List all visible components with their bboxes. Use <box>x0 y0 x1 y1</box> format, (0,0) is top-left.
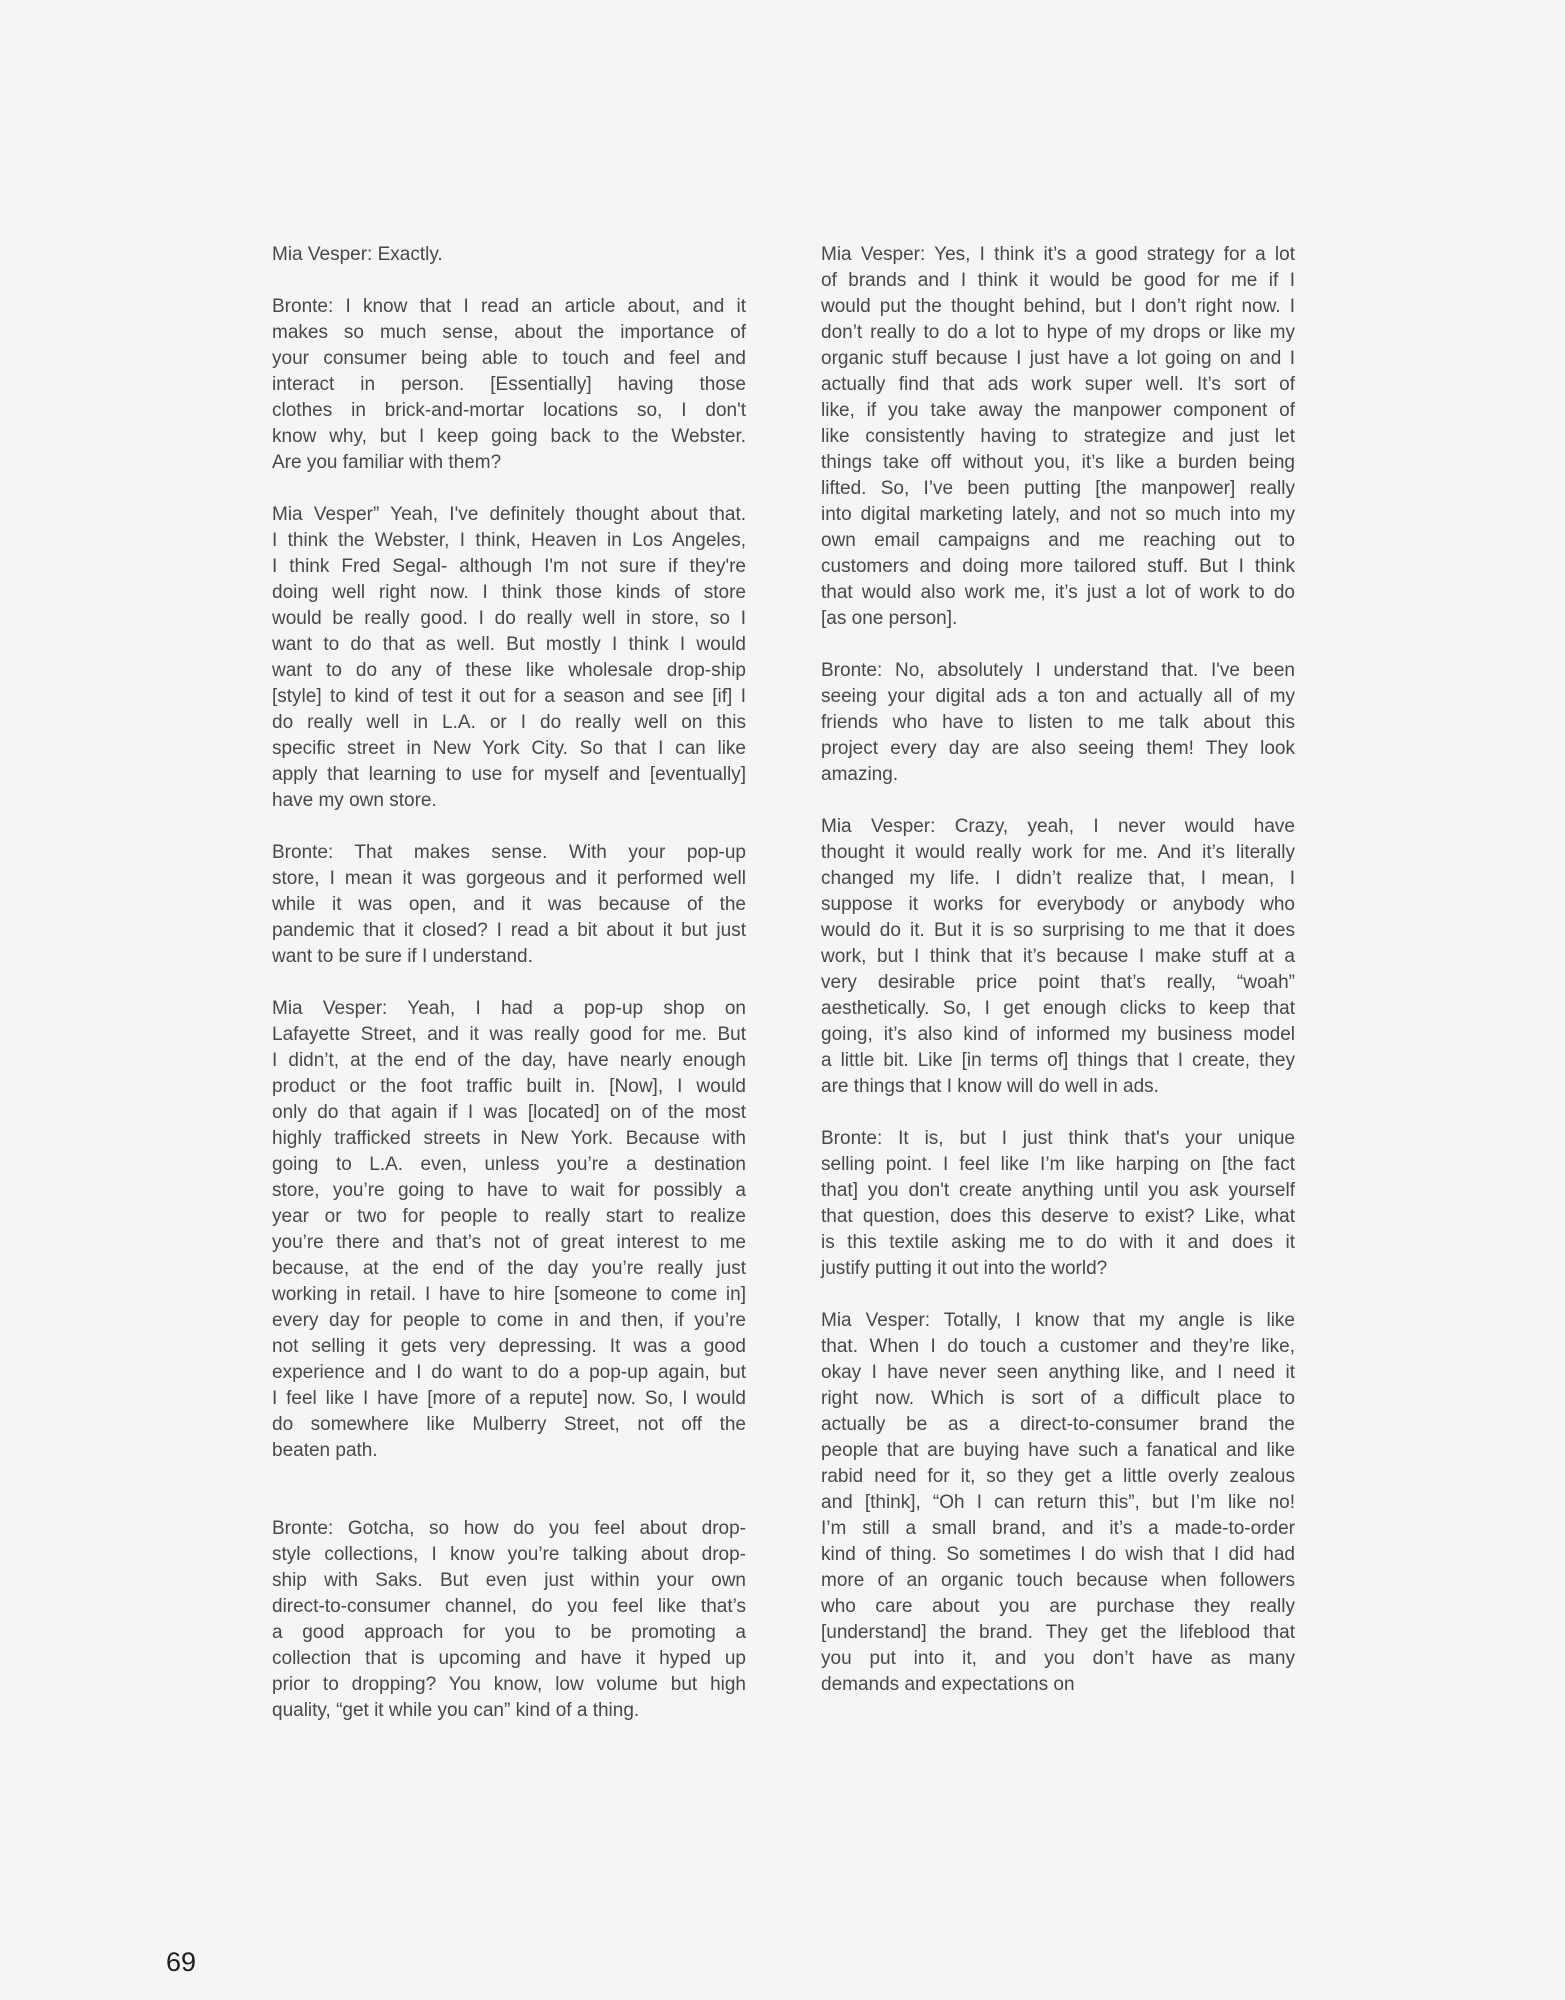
text-line: not selling it gets very depressing. It was a good <box>272 1336 746 1357</box>
text-line: like, if you take away the manpower component of <box>821 400 1295 421</box>
interview-paragraph <box>272 840 746 970</box>
text-line: clothes in brick-and-mortar locations so, I don't <box>272 400 746 421</box>
text-line: Bronte: No, absolutely I understand that. I've been <box>821 660 1295 681</box>
text-line: highly trafficked streets in New York. Because with <box>272 1128 746 1149</box>
text-line: I feel like I have [more of a repute] now. So, I would <box>272 1388 746 1409</box>
interview-paragraph <box>272 502 746 814</box>
text-line: friends who have to listen to me talk about this <box>821 712 1295 733</box>
text-line: prior to dropping? You know, low volume but high <box>272 1674 746 1695</box>
page-number: 69 <box>166 1947 197 1977</box>
text-line: work, but I think that it’s because I make stuff at a <box>821 946 1295 967</box>
text-line: things take off without you, it’s like a burden being <box>821 452 1295 473</box>
text-line: because, at the end of the day you’re really just <box>272 1258 746 1279</box>
text-line: know why, but I keep going back to the Webster. <box>272 426 746 447</box>
text-line: have my own store. <box>272 790 437 811</box>
text-line: would put the thought behind, but I don’t right now. I <box>821 296 1295 317</box>
text-line: do somewhere like Mulberry Street, not off the <box>272 1414 746 1435</box>
text-line: selling point. I feel like I’m like harping on [the fact <box>821 1154 1295 1175</box>
text-line: experience and I do want to do a pop-up again, but <box>272 1362 746 1383</box>
text-line: doing well right now. I think those kinds of store <box>272 582 746 603</box>
interview-paragraph <box>272 294 746 476</box>
text-line: you’re there and that’s not of great interest to me <box>272 1232 746 1253</box>
text-line: don’t really to do a lot to hype of my drops or like my <box>821 322 1295 343</box>
text-line: into digital marketing lately, and not so much into my <box>821 504 1295 525</box>
text-line: rabid need for it, so they get a little overly zealous <box>821 1466 1295 1487</box>
text-line: every day for people to come in and then, if you’re <box>272 1310 746 1331</box>
text-line: that would also work me, it’s just a lot of work to do <box>821 582 1295 603</box>
text-line: seeing your digital ads a ton and actually all of my <box>821 686 1295 707</box>
interview-paragraph <box>821 242 1295 632</box>
text-line: Mia Vesper: Totally, I know that my angle is like <box>821 1310 1295 1331</box>
text-line: Bronte: It is, but I just think that's your unique <box>821 1128 1295 1149</box>
text-line: only do that again if I was [located] on of the most <box>272 1102 746 1123</box>
text-line: would do it. But it is so surprising to me that it does <box>821 920 1295 941</box>
interview-paragraph <box>821 1308 1295 1698</box>
text-line: changed my life. I didn’t realize that, I mean, I <box>821 868 1295 889</box>
text-line: quality, “get it while you can” kind of a thing. <box>272 1700 640 1721</box>
interview-paragraph <box>821 658 1295 788</box>
right-text-column <box>821 242 1295 1724</box>
text-line: [as one person]. <box>821 608 958 629</box>
text-line: Mia Vesper: Crazy, yeah, I never would have <box>821 816 1295 837</box>
text-line: that. When I do touch a customer and they’re like, <box>821 1336 1295 1357</box>
text-line: beaten path. <box>272 1440 378 1461</box>
text-line: style collections, I know you’re talking about drop- <box>272 1544 746 1565</box>
text-line: I think the Webster, I think, Heaven in Los Angeles, <box>272 530 746 551</box>
text-line: working in retail. I have to hire [someone to come in] <box>272 1284 746 1305</box>
text-line: specific street in New York City. So that I can like <box>272 738 746 759</box>
text-line: justify putting it out into the world? <box>821 1258 1108 1279</box>
interview-paragraph <box>272 1516 746 1724</box>
text-line: Bronte: Gotcha, so how do you feel about drop- <box>272 1518 746 1539</box>
text-line: collection that is upcoming and have it hyped up <box>272 1648 746 1669</box>
text-line: customers and doing more tailored stuff. But I think <box>821 556 1295 577</box>
text-line: demands and expectations on <box>821 1674 1075 1695</box>
interview-paragraph <box>272 996 746 1464</box>
text-line: Mia Vesper: Yeah, I had a pop-up shop on <box>272 998 746 1019</box>
text-line: okay I have never seen anything like, and I need it <box>821 1362 1295 1383</box>
text-line: Are you familiar with them? <box>272 452 502 473</box>
text-line: would be really good. I do really well in store, so I <box>272 608 746 629</box>
text-line: I didn’t, at the end of the day, have nearly enough <box>272 1050 746 1071</box>
text-line: Bronte: That makes sense. With your pop-up <box>272 842 746 863</box>
text-line: do really well in L.A. or I do really well on this <box>272 712 746 733</box>
text-line: you put into it, and you don’t have as many <box>821 1648 1295 1669</box>
text-line: actually find that ads work super well. It’s sort of <box>821 374 1295 395</box>
text-line: of brands and I think it would be good for me if I <box>821 270 1295 291</box>
text-line: who care about you are purchase they really <box>821 1596 1295 1617</box>
text-line: like consistently having to strategize and just let <box>821 426 1295 447</box>
text-line: aesthetically. So, I get enough clicks to keep that <box>821 998 1295 1019</box>
interview-paragraph <box>272 242 746 268</box>
text-line: apply that learning to use for myself and [eventually] <box>272 764 746 785</box>
text-line: going, it’s also kind of informed my business model <box>821 1024 1295 1045</box>
text-line: ship with Saks. But even just within your own <box>272 1570 746 1591</box>
text-line: a little bit. Like [in terms of] things that I create, they <box>821 1050 1295 1071</box>
text-line: makes so much sense, about the importance of <box>272 322 746 343</box>
left-text-column <box>272 242 746 1750</box>
text-line: is this textile asking me to do with it and does it <box>821 1232 1295 1253</box>
interview-paragraph <box>821 1126 1295 1282</box>
text-line: kind of thing. So sometimes I do wish that I did had <box>821 1544 1295 1565</box>
text-line: own email campaigns and me reaching out to <box>821 530 1295 551</box>
text-line: project every day are also seeing them! They look <box>821 738 1295 759</box>
text-line: are things that I know will do well in ads. <box>821 1076 1159 1097</box>
text-line: [understand] the brand. They get the lifeblood that <box>821 1622 1295 1643</box>
text-line: store, you’re going to have to wait for possibly a <box>272 1180 746 1201</box>
text-line: I’m still a small brand, and it’s a made-to-order <box>821 1518 1295 1539</box>
text-line: Mia Vesper: Exactly. <box>272 244 443 265</box>
text-line: direct-to-consumer channel, do you feel like that’s <box>272 1596 746 1617</box>
text-line: [style] to kind of test it out for a season and see [if] I <box>272 686 746 707</box>
text-line: Mia Vesper: Yes, I think it’s a good strategy for a lot <box>821 244 1295 265</box>
text-line: going to L.A. even, unless you’re a destination <box>272 1154 746 1175</box>
text-line: and [think], “Oh I can return this”, but I’m like no! <box>821 1492 1295 1513</box>
text-line: thought it would really work for me. And it’s literally <box>821 842 1295 863</box>
text-line: lifted. So, I’ve been putting [the manpower] really <box>821 478 1295 499</box>
text-line: Bronte: I know that I read an article about, and it <box>272 296 746 317</box>
text-line: product or the foot traffic built in. [Now], I would <box>272 1076 746 1097</box>
text-line: a good approach for you to be promoting a <box>272 1622 746 1643</box>
text-line: suppose it works for everybody or anybody who <box>821 894 1295 915</box>
text-line: Mia Vesper” Yeah, I've definitely thought about that. <box>272 504 746 525</box>
text-line: year or two for people to really start to realize <box>272 1206 746 1227</box>
text-line: that] you don't create anything until you ask yourself <box>821 1180 1295 1201</box>
text-line: interact in person. [Essentially] having those <box>272 374 746 395</box>
text-line: Lafayette Street, and it was really good for me. But <box>272 1024 746 1045</box>
text-line: actually be as a direct-to-consumer brand the <box>821 1414 1295 1435</box>
text-line: store, I mean it was gorgeous and it performed well <box>272 868 746 889</box>
text-line: pandemic that it closed? I read a bit about it but just <box>272 920 746 941</box>
text-line: right now. Which is sort of a difficult place to <box>821 1388 1295 1409</box>
text-line: amazing. <box>821 764 899 785</box>
text-line: want to be sure if I understand. <box>272 946 533 967</box>
interview-paragraph <box>821 814 1295 1100</box>
text-line: I think Fred Segal- although I'm not sure if they're <box>272 556 746 577</box>
text-line: that question, does this deserve to exist? Like, what <box>821 1206 1295 1227</box>
text-line: organic stuff because I just have a lot going on and I <box>821 348 1295 369</box>
text-line: your consumer being able to touch and feel and <box>272 348 746 369</box>
text-line: want to do that as well. But mostly I think I would <box>272 634 746 655</box>
text-line: very desirable price point that’s really, “woah” <box>821 972 1295 993</box>
text-line: want to do any of these like wholesale drop-ship <box>272 660 746 681</box>
text-line: more of an organic touch because when followers <box>821 1570 1295 1591</box>
text-line: while it was open, and it was because of the <box>272 894 746 915</box>
text-line: people that are buying have such a fanatical and like <box>821 1440 1295 1461</box>
